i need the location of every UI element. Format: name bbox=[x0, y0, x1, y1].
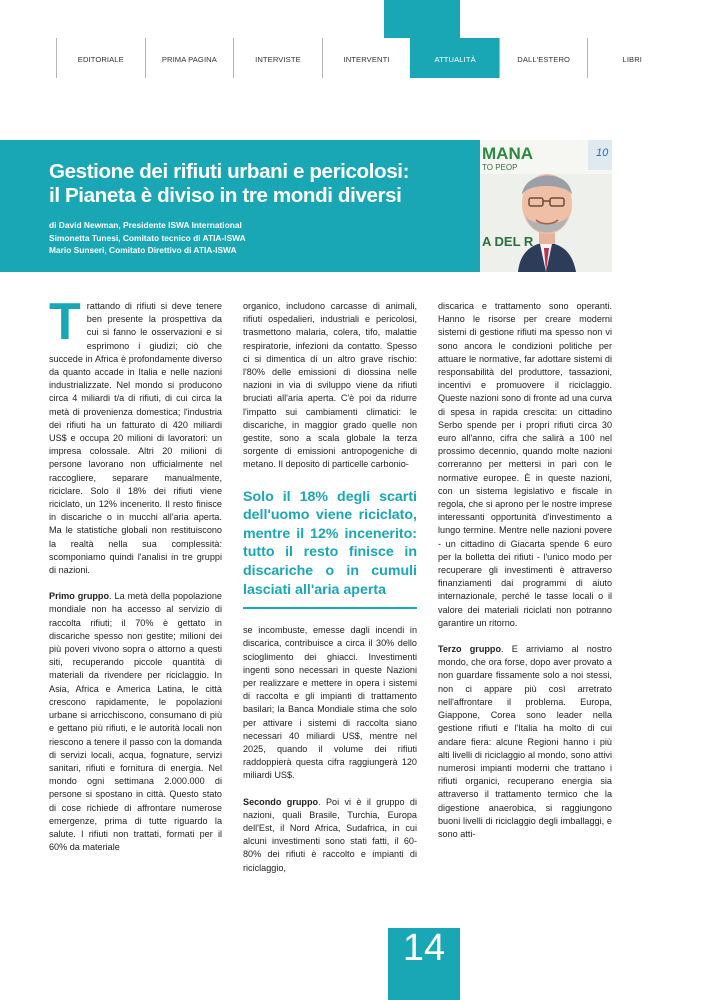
pull-quote-text: Solo il 18% degli scarti dell'uomo viene riciclato, mentre il 12% incenerito: tutto il resto finisce in discariche o in cumuli lasciati all'aria aperta bbox=[243, 488, 417, 598]
author-portrait bbox=[480, 140, 612, 272]
title-band-spacer bbox=[612, 140, 725, 272]
paragraph bbox=[243, 796, 417, 875]
banner-text: TO PEOP bbox=[482, 163, 518, 172]
byline: di David Newman, Presidente ISWA International bbox=[49, 220, 242, 230]
paragraph: discarica e trattamento sono operanti. Hanno le risorse per creare moderni sistemi di gestione rifiuti ma spesso non vi sono ancora le condizioni politiche per attuare le normative, far adottare sistemi di responsabilità del produttore, tassazioni, incentivi e promuovere il riciclaggio. Queste nazioni sono di fronte ad una curva di spesa in rapida crescita: un cittadino Serbo spende per i propri rifiuti circa 30 euro all'anno, cifra che salirà a 100 nel prossimo decennio, quando molte nazioni correranno per mettersi in pari con le normative europee. È in queste nazioni, con un sistema legislativo e fiscale in regola, che si aprono per le nostre imprese interessanti opportunità d'investimento a lungo termine. Mentre nelle nazioni povere - un cittadino di Giacarta spende 6 euro per la bolletta dei rifiuti - l'unico modo per recuperare gli investimenti è attraverso finanziamenti dai programmi di aiuto internazionale, perché le tasse locali o il valore dei materiali riciclati non potranno garantire un ritorno. bbox=[438, 301, 612, 628]
paragraph-text: . La metà della popolazione mondiale non ha accesso al servizio di raccolta rifiuti; il 70% è gettato in discariche spesso non gestite; milioni dei più poveri vivono sopra o attorno a questi siti, recuperando piccole quantità di materiali da rivendere per riciclaggio. In Asia, Africa e America Latina, le città crescono rapidamente, le popolazioni urbane si arricchiscono, consumano di più e gettano più rifiuti, e le autorità locali non riescono a tenere il passo con la domanda di servizi locali, acqua, fognature, servizi sanitari, rifiuti e fornitura di energia. Nel mondo ogni settimana 2.000.000 di persone si spostano in città. Questo stato di cose richiede di affrontare numerose emergenze, prima di tutte riguardo la salute. I rifiuti non trattati, formati per il 60% da materiale bbox=[49, 591, 222, 853]
paragraph-text: . E arriviamo al nostro mondo, che ora forse, dopo aver provato a non guardare fissamente solo a noi stessi, non ci appare più così arretrato nell'affrontare il problema. Europa, Giappone, Corea sono leader nella gestione rifiuti e l'Italia ha molto di cui andare fiera: alcune Regioni hanno i più alti livelli di riciclaggio al mondo, sono attivi numerosi impianti moderni che trattano i rifiuti organici, recuperano energia sia attraverso il trattamento termico che la digestione anaerobica, si raggiungono buoni livelli di riciclaggio degli imballaggi, e sono atti- bbox=[438, 644, 612, 839]
section-lead: Terzo gruppo bbox=[438, 644, 502, 655]
paragraph bbox=[49, 590, 222, 854]
paragraph: organico, includono carcasse di animali, rifiuti ospedalieri, industriali e pericolosi, trasmettono malaria, colera, tifo, malattie respiratorie, infezioni da contatto. Spesso ci si dimentica di un altro grave rischio: l'80% delle emissioni di diossina nelle nazioni in via di sviluppo viene da rifiuti bruciati all'aria aperta. C'è poi da ridurre l'impatto sui cambiamenti climatici: le discariche, in maggior grado quelle non gestite, sono a scala globale la terza sorgente di emissioni antropogeniche di metano. Il deposito di particelle carbonio- bbox=[243, 301, 417, 470]
section-nav bbox=[56, 38, 676, 78]
pull-quote bbox=[243, 482, 417, 610]
nav-item-dall-estero[interactable]: DALL'ESTERO bbox=[499, 38, 588, 78]
banner-logo: 10 bbox=[596, 147, 609, 159]
paragraph-text: . Poi vi è il gruppo di nazioni, quali Brasile, Turchia, Europa dell'Est, il Nord Africa, Sudafrica, in cui alcuni investimenti sono stati fatti, il 60-80% dei rifiuti è raccolto e impianti di riciclaggio, bbox=[243, 796, 417, 873]
nav-item-prima-pagina[interactable]: PRIMA PAGINA bbox=[145, 38, 234, 78]
paragraph-text: rattando di rifiuti si deve tenere ben presente la prospettiva da cui si fanno le osservazioni e si esprimono i giudizi; ciò che succede in Africa è profondamente diverso da quanto accade in Italia e nelle nazioni industrializzate. Nel mondo si producono circa 4 miliardi t/a di rifiuti, di cui circa la metà di provenienza domestica; l'industria dei rifiuti ha un fatturato di 420 miliardi US$ e occupa 20 milioni di lavoratori: un impresa colossale. Altri 20 milioni di persone lavorano non ufficialmente nel raccogliere, separare manualmente, riciclare. Solo il 18% dei rifiuti viene riciclato, un 12% incenerito. Il resto finisce in discariche o in mucchi all'aria aperta. Ma le statistiche globali non restituiscono la realtà nella sua complessità: scomponiamo quindi l'analisi in tre gruppi di nazioni. bbox=[49, 301, 222, 576]
nav-item-attualita[interactable]: ATTUALITÀ bbox=[410, 38, 499, 78]
nav-item-interviste[interactable]: INTERVISTE bbox=[233, 38, 322, 78]
article-column-1 bbox=[49, 293, 222, 867]
byline: Simonetta Tunesi, Comitato tecnico di ATIA-ISWA bbox=[49, 232, 246, 243]
article-title-line2: il Pianeta è diviso in tre mondi diversi bbox=[49, 184, 402, 207]
article-column-3 bbox=[438, 300, 612, 854]
section-lead: Primo gruppo bbox=[49, 591, 110, 602]
banner-text: MANA bbox=[482, 144, 533, 163]
drop-cap: T bbox=[49, 293, 81, 351]
nav-item-editoriale[interactable]: EDITORIALE bbox=[56, 38, 145, 78]
paragraph bbox=[49, 293, 222, 577]
bylines bbox=[49, 219, 246, 257]
article-title-line1: Gestione dei rifiuti urbani e pericolosi: bbox=[49, 160, 410, 183]
page-number: 14 bbox=[402, 927, 446, 969]
banner-text: A DEL R bbox=[482, 234, 534, 249]
paragraph: se incombuste, emesse dagli incendi in discarica, contribuisce a circa il 30% dello scioglimento dei ghiacci. Investimenti ingenti sono necessari in queste Nazioni per realizzare e mettere in opera i sistemi di raccolta e gli impianti di trattamento basilari; la Banca Mondiale stima che solo per attivare i sistemi di raccolta siano necessari 40 miliardi US$, mentre nel 2025, quando il volume dei rifiuti raddoppierà questa cifra raggiungerà 120 miliardi US$. bbox=[243, 625, 417, 781]
byline: Mario Sunseri, Comitato Direttivo di ATIA-ISWA bbox=[49, 245, 237, 255]
active-tab-marker bbox=[384, 0, 460, 38]
section-lead: Secondo gruppo bbox=[243, 796, 319, 807]
nav-item-interventi[interactable]: INTERVENTI bbox=[322, 38, 411, 78]
article-title bbox=[49, 160, 479, 208]
paragraph bbox=[438, 643, 612, 841]
nav-item-libri[interactable]: LIBRI bbox=[587, 38, 676, 78]
article-column-2 bbox=[243, 300, 417, 888]
